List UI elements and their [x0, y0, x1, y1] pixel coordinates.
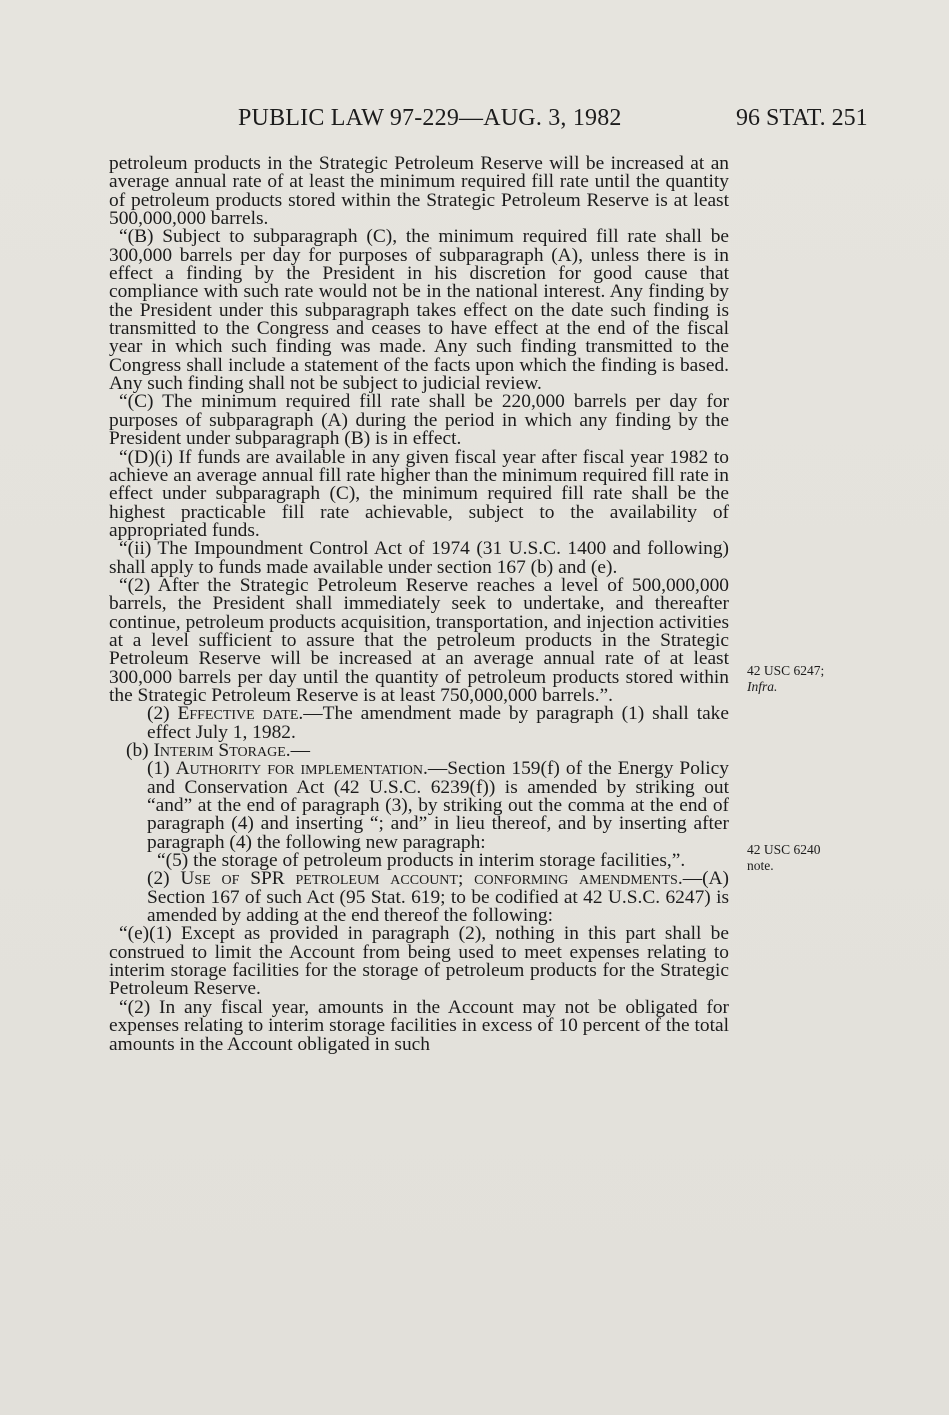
effective-date-lead: (2): [147, 703, 178, 725]
paragraph-subparagraph-d-i: “(D)(i) If funds are available in any given fiscal year after fiscal year 1982 to achieve an average annual fill rate higher than the minimum required fill rate in effect under subparagraph (C), the minimum required fill rate shall be the highest practicable fill rate achievable, subject to the availability of appropriated funds.: [109, 446, 729, 541]
interim-storage-dash: —: [290, 740, 310, 761]
margin-note-line: 42 USC 6247;: [747, 663, 825, 678]
page-header: [0, 105, 949, 145]
margin-note-line: 42 USC 6240: [747, 842, 821, 857]
use-of-spr-paragraph: [109, 870, 729, 925]
use-of-spr-text: —(A) Section 167 of such Act (95 Stat. 619; to be codified at 42 U.S.C. 6247) is amended by adding at the end thereof the following:: [147, 868, 729, 927]
authority-text: —Section 159(f) of the Energy Policy and Conservation Act (42 U.S.C. 6239(f)) is amended by striking out “and” at the end of paragraph (3), by striking out the comma at the end of paragraph (4) and inserting “; and” in lieu thereof, and by inserting after paragraph (4) the following new paragraph:: [147, 758, 729, 853]
margin-note-line: [747, 679, 897, 695]
use-of-spr-heading: Use of SPR petroleum account; conforming amendments.: [180, 868, 683, 890]
running-head: PUBLIC LAW 97-229—AUG. 3, 1982: [238, 105, 622, 131]
paragraph-e1: “(e)(1) Except as provided in paragraph (2), nothing in this part shall be construed to limit the Account from being used to meet expenses relating to interim storage facilities for the storage of petroleum products for the Strategic Petroleum Reserve.: [109, 923, 729, 1000]
margin-note-usc-6247: [747, 663, 897, 695]
interim-storage-lead: (b): [126, 740, 154, 761]
paragraph-subparagraph-d-ii: “(ii) The Impoundment Control Act of 1974 (31 U.S.C. 1400 and following) shall apply to funds made available under section 167 (b) and (e).: [109, 538, 729, 578]
effective-date-heading: Effective date.: [177, 703, 304, 725]
paragraph-subparagraph-c: “(C) The minimum required fill rate shall be 220,000 barrels per day for purposes of subparagraph (A) during the period in which any finding by the President under subparagraph (B) is in effect.: [109, 391, 729, 450]
body-text: [109, 155, 729, 1054]
authority-lead: (1): [147, 758, 176, 780]
authority-paragraph: [109, 760, 729, 852]
margin-note-line: note.: [747, 858, 774, 873]
paragraph-subparagraph-b: “(B) Subject to subparagraph (C), the minimum required fill rate shall be 300,000 barrels per day for purposes of subparagraph (A), unless there is in effect a finding by the President in his discretion for good cause that compliance with such rate would not be in the national interest. Any finding by the President under this subparagraph takes effect on the date such finding is transmitted to the Congress and ceases to have effect at the end of the fiscal year in which such finding was made. Any such finding transmitted to the Congress shall include a statement of the facts upon which the finding is based. Any such finding shall not be subject to judicial review.: [109, 226, 729, 395]
paragraph-2: “(2) After the Strategic Petroleum Reserve reaches a level of 500,000,000 barrels, the President shall immediately seek to undertake, and thereafter continue, petroleum products acquisition, transportation, and injection activities at a level sufficient to assure that the petroleum products in the Strategic Petroleum Reserve will be increased at an average annual rate of at least 300,000 barrels per day until the quantity of petroleum products stored within the Strategic Petroleum Reserve is at least 750,000,000 barrels.”.: [109, 574, 729, 706]
new-paragraph-5: “(5) the storage of petroleum products in interim storage facilities,”.: [157, 850, 686, 872]
effective-date-text: —The amendment made by paragraph (1) shall take effect July 1, 1982.: [147, 703, 729, 743]
use-of-spr-lead: (2): [147, 868, 181, 890]
interim-storage-heading: Interim Storage.: [153, 740, 291, 761]
statute-reference: 96 STAT. 251: [736, 105, 868, 131]
paragraph-e2: “(2) In any fiscal year, amounts in the Account may not be obligated for expenses relating to interim storage facilities in excess of 10 percent of the total amounts in the Account obligated in such: [109, 996, 729, 1055]
paragraph-continuation: petroleum products in the Strategic Petroleum Reserve will be increased at an average annual rate of at least the minimum required fill rate until the quantity of petroleum products stored within the Strategic Petroleum Reserve is at least 500,000,000 barrels.: [109, 153, 729, 230]
margin-note-usc-6240: [747, 842, 897, 874]
authority-heading: Authority for implementation.: [175, 758, 428, 780]
margin-note-italic: Infra.: [747, 679, 778, 694]
effective-date-paragraph: [109, 705, 729, 742]
